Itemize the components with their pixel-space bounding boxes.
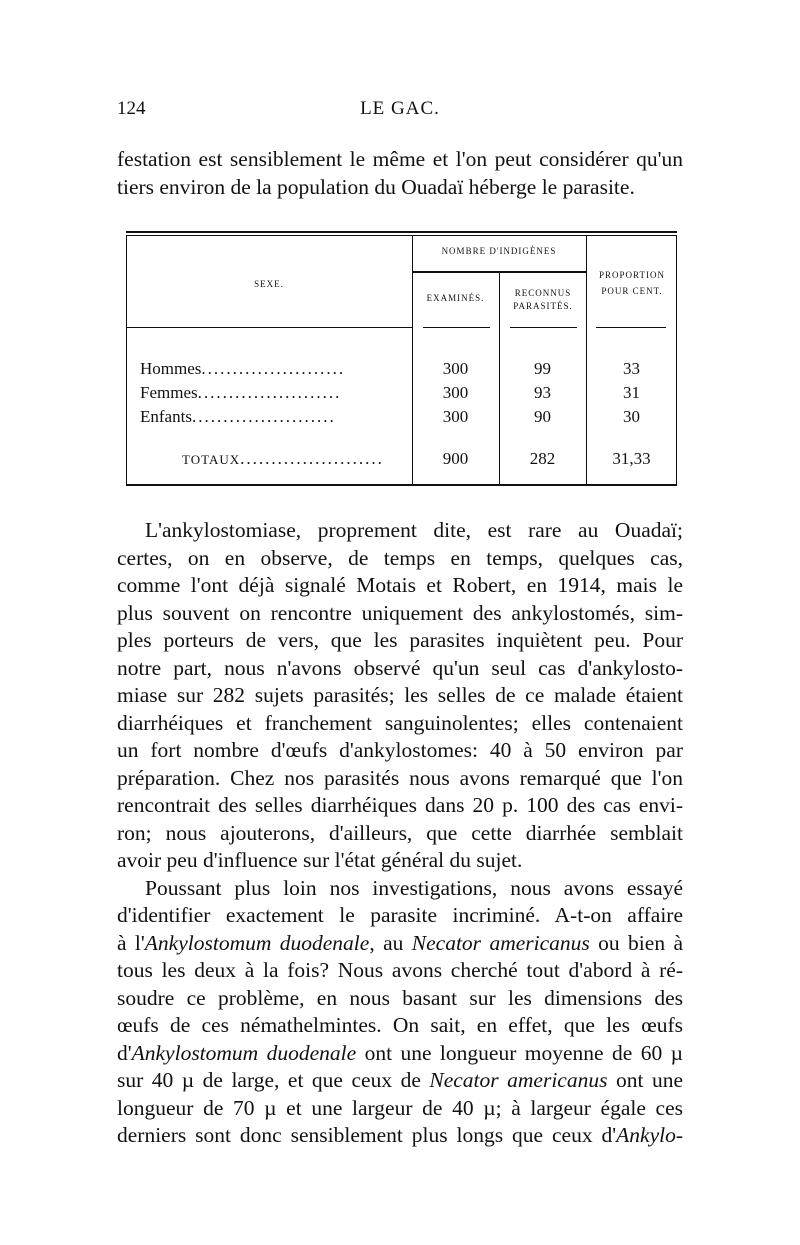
header-sexe: SEXE. [254,279,284,289]
table-row: Femmes....................... [140,383,342,402]
text-line: tous les deux à la fois? Nous avons cherché tout d'abord à ré- [117,958,683,982]
text-line: préparation. Chez nos parasités nous avons remarqué que l'on [117,765,683,790]
text-line: derniers sont donc sensiblement plus longs que ceux d'Ankylo- [117,1123,683,1147]
text-line: certes, on en observe, de temps en temps, quelques cas, [117,545,683,570]
text-line: un fort nombre d'œufs d'ankylostomes: 40 à 50 environ par [117,738,683,762]
text-line: avoir peu d'influence sur l'état général du sujet. [117,848,523,872]
row-label: Enfants [140,407,192,426]
text-line: ples porteurs de vers, que les parasites inquiètent peu. Pour [117,628,683,652]
cell-proportion: 30 [623,407,640,426]
table-row: Hommes....................... [140,359,346,378]
cell-examines: 300 [442,407,469,426]
running-title: LE GAC. [360,98,440,119]
text-line: notre part, nous n'avons observé qu'un seul cas d'ankylosto- [117,655,683,680]
total-reconnus: 282 [529,449,556,468]
total-label: TOTAUX [182,452,241,467]
cell-examines: 300 [442,383,469,402]
cell-reconnus: 93 [534,383,551,402]
text-line: plus souvent on rencontre uniquement des ankylostomés, sim- [117,600,683,625]
text-line: œufs de ces némathelmintes. On sait, en effet, que les œufs [117,1013,683,1037]
header-nombre: NOMBRE D'INDIGÈNES [441,246,557,256]
header-examines: EXAMINÉS. [426,293,485,303]
text-line: festation est sensiblement le même et l'on peut considérer qu'un [117,147,683,171]
text-line: rencontrait des selles diarrhéiques dans 20 p. 100 des cas envi- [117,793,683,817]
page-header [117,98,683,128]
text-line: tiers environ de la population du Ouadaï héberge le parasite. [117,174,635,199]
paragraph-intro [117,146,683,201]
header-proportion: PROPORTION POUR CENT. [599,270,665,296]
cell-reconnus: 90 [534,407,551,426]
text-line: diarrhéiques et franchement sanguinolentes; elles contenaient [117,710,683,735]
text-line: comme l'ont déjà signalé Motais et Robert, en 1914, mais le [117,573,683,597]
header-reconnus: RECONNUS PARASITÉS. [513,288,573,311]
text-line: Poussant plus loin nos investigations, nous avons essayé [145,875,683,900]
prevalence-table [126,231,677,486]
table-total-row: TOTAUX....................... [182,449,384,468]
row-label: Femmes [140,383,198,402]
page-number: 124 [117,98,146,119]
text-line: soudre ce problème, en nous basant sur les dimensions des [117,985,683,1010]
text-line: L'ankylostomiase, proprement dite, est rare au Ouadaï; [145,518,683,542]
text-line: longueur de 70 µ et une largeur de 40 µ; à largeur égale ces [117,1095,683,1120]
table-row: Enfants....................... [140,407,336,426]
text-line: miase sur 282 sujets parasités; les selles de ce malade étaient [117,683,683,707]
cell-reconnus: 99 [534,359,551,378]
cell-proportion: 31 [623,383,640,402]
text-line: à l'Ankylostomum duodenale, au Necator americanus ou bien à [117,930,683,955]
text-line: d'identifier exactement le parasite incriminé. A-t-on affaire [117,903,683,927]
total-proportion: 31,33 [612,449,651,468]
text-line: sur 40 µ de large, et que ceux de Necator americanus ont une [117,1068,683,1092]
paragraph-body [117,517,683,1150]
total-examines: 900 [442,449,469,468]
text-line: d'Ankylostomum duodenale ont une longueur moyenne de 60 µ [117,1040,683,1065]
cell-proportion: 33 [623,359,640,378]
text-line: ron; nous ajouterons, d'ailleurs, que cette diarrhée semblait [117,820,683,845]
cell-examines: 300 [442,359,469,378]
row-label: Hommes [140,359,202,378]
